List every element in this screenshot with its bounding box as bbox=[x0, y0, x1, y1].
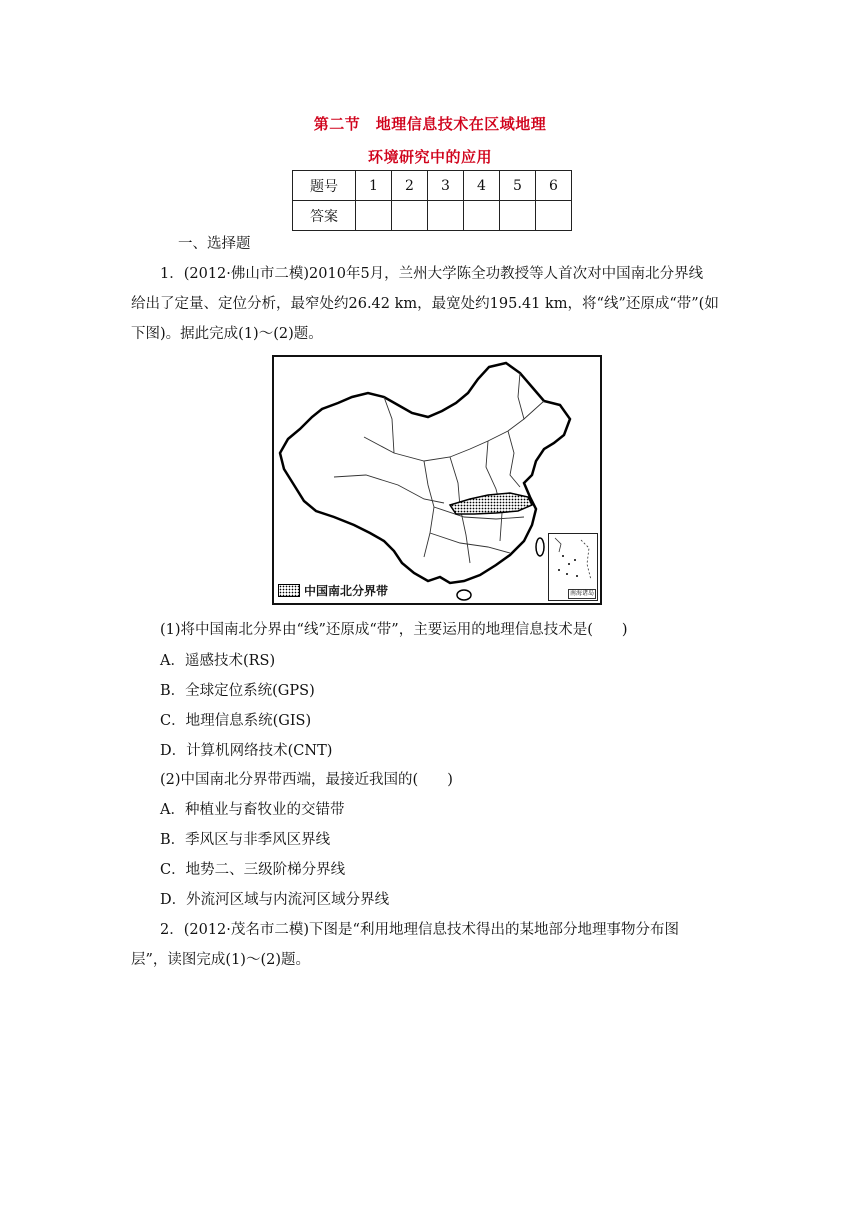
answer-cell[interactable] bbox=[464, 201, 500, 231]
option-d[interactable]: D．外流河区域与内流河区域分界线 bbox=[160, 892, 390, 908]
answer-table-answer-row bbox=[293, 201, 572, 231]
option-a[interactable]: A．种植业与畜牧业的交错带 bbox=[160, 802, 345, 818]
question-1-text: 1．(2012·佛山市二模)2010年5月，兰州大学陈全功教授等人首次对中国南北分界线 bbox=[160, 266, 704, 282]
option-b[interactable]: B．季风区与非季风区界线 bbox=[160, 832, 331, 848]
answer-table-number: 3 bbox=[428, 171, 464, 201]
section-heading: 一、选择题 bbox=[178, 236, 251, 252]
dotted-pattern-icon bbox=[278, 584, 300, 597]
answer-table-number: 2 bbox=[392, 171, 428, 201]
option-c[interactable]: C．地势二、三级阶梯分界线 bbox=[160, 862, 346, 878]
answer-table-number-label: 题号 bbox=[293, 171, 356, 201]
subquestion-2-stem: (2)中国南北分界带西端，最接近我国的( ) bbox=[160, 772, 453, 788]
answer-cell[interactable] bbox=[536, 201, 572, 231]
option-a[interactable]: A．遥感技术(RS) bbox=[160, 653, 276, 669]
answer-table-answer-label: 答案 bbox=[293, 201, 356, 231]
page-title: 第二节 地理信息技术在区域地理 bbox=[313, 115, 547, 133]
answer-table-number-row bbox=[293, 171, 572, 201]
answer-table-number: 4 bbox=[464, 171, 500, 201]
map-legend bbox=[278, 582, 388, 599]
option-c[interactable]: C．地理信息系统(GIS) bbox=[160, 713, 312, 729]
map-legend-label: 中国南北分界带 bbox=[304, 584, 389, 598]
question-2-text: 2．(2012·茂名市二模)下图是“利用地理信息技术得出的某地部分地理事物分布图 bbox=[160, 922, 679, 938]
question-2-text: 层”，读图完成(1)～(2)题。 bbox=[131, 952, 310, 968]
answer-table-number: 5 bbox=[500, 171, 536, 201]
option-b[interactable]: B．全球定位系统(GPS) bbox=[160, 683, 315, 699]
question-1-text: 下图)。据此完成(1)～(2)题。 bbox=[131, 326, 323, 342]
answer-cell[interactable] bbox=[428, 201, 464, 231]
question-1-text: 给出了定量、定位分析，最窄处约26.42 km，最宽处约195.41 km，将“线”还原成“带”(如 bbox=[131, 296, 719, 312]
answer-cell[interactable] bbox=[356, 201, 392, 231]
answer-table bbox=[292, 170, 572, 231]
answer-table-number: 1 bbox=[356, 171, 392, 201]
subquestion-1-stem: (1)将中国南北分界由“线”还原成“带”，主要运用的地理信息技术是( ) bbox=[160, 622, 628, 638]
china-map-figure bbox=[272, 355, 602, 605]
option-d[interactable]: D．计算机网络技术(CNT) bbox=[160, 743, 333, 759]
inset-label: 南海诸岛 bbox=[569, 590, 594, 597]
page-subtitle: 环境研究中的应用 bbox=[367, 148, 492, 166]
answer-table-number: 6 bbox=[536, 171, 572, 201]
south-china-sea-inset bbox=[548, 533, 598, 601]
answer-cell[interactable] bbox=[500, 201, 536, 231]
answer-cell[interactable] bbox=[392, 201, 428, 231]
